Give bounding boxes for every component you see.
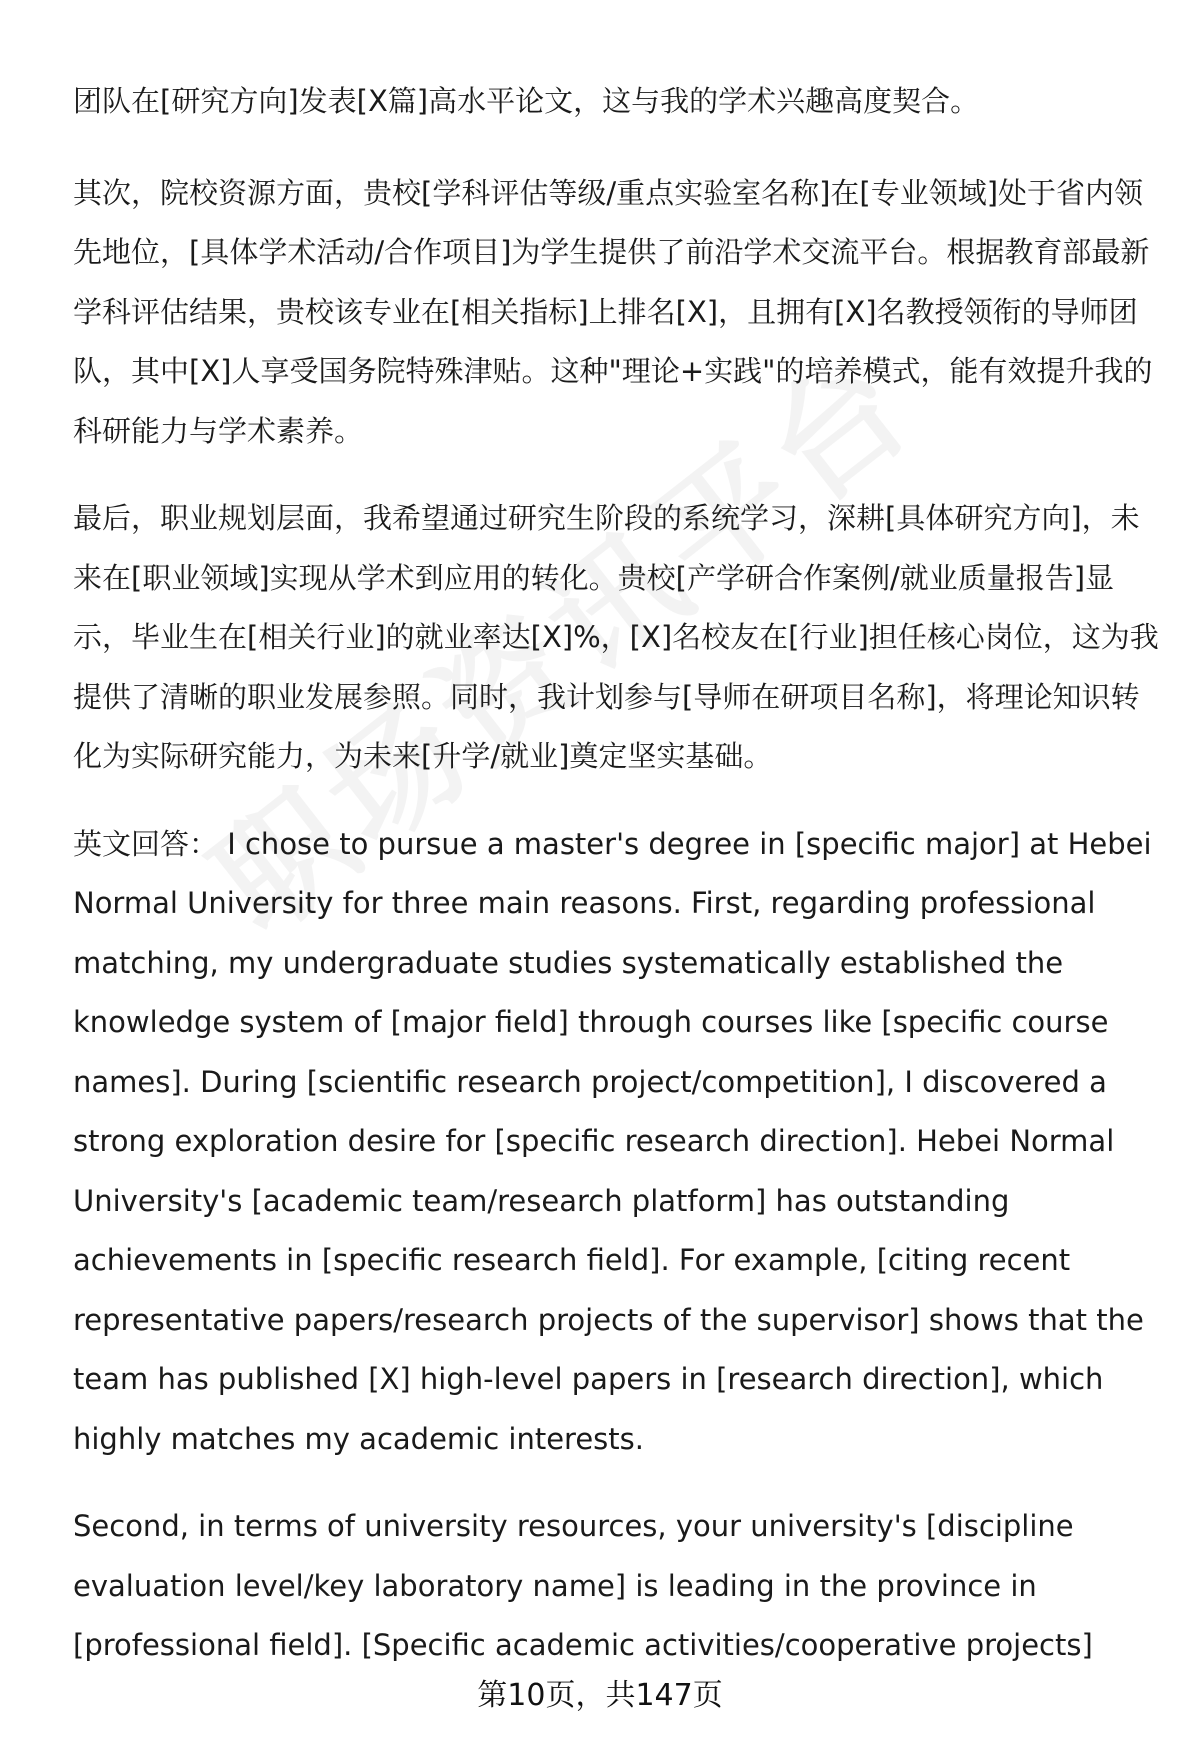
paragraph-4: 英文回答： I chose to pursue a master's degree in [specific major] at Hebei Normal University for three main reasons. First, regarding professional matching, my undergraduate studies systematically established the knowledge system of [major field] through courses like [specific course names]. During [scientific research project/competition], I discovered a strong exploration desire for [specific research direction]. Hebei Normal University's [academic team/research platform] has outstanding achievements in [specific research field]. For example, [citing recent representative papers/research projects of the supervisor] shows that the team has published [X] high-level papers in [research direction], which highly matches my academic interests.	[73, 826, 1152, 1456]
paragraph-2: 其次，院校资源方面，贵校[学科评估等级/重点实验室名称]在[专业领域]处于省内领先地位，[具体学术活动/合作项目]为学生提供了前沿学术交流平台。根据教育部最新学科评估结果，贵校该专业在[相关指标]上排名[X]，且拥有[X]名教授领衔的导师团队，其中[X]人享受国务院特殊津贴。这种"理论+实践"的培养模式，能有效提升我的科研能力与学术素养。	[73, 175, 1153, 448]
paragraph-1: 团队在[研究方向]发表[X篇]高水平论文，这与我的学术兴趣高度契合。	[73, 84, 980, 118]
paragraph-5: Second, in terms of university resources, your university's [discipline evaluation level/key laboratory name] is leading in the province in [professional field]. [Specific academic activities/cooperative projects]	[73, 1509, 1093, 1662]
paragraph-3: 最后，职业规划层面，我希望通过研究生阶段的系统学习，深耕[具体研究方向]，未来在[职业领域]实现从学术到应用的转化。贵校[产学研合作案例/就业质量报告]显示，毕业生在[相关行业]的就业率达[X]%，[X]名校友在[行业]担任核心岗位，这为我提供了清晰的职业发展参照。同时，我计划参与[导师在研项目名称]，将理论知识转化为实际研究能力，为未来[升学/就业]奠定坚实基础。	[73, 501, 1159, 773]
page-number-footer: 第10页，共147页	[477, 1678, 723, 1713]
document-body	[73, 72, 1163, 1704]
